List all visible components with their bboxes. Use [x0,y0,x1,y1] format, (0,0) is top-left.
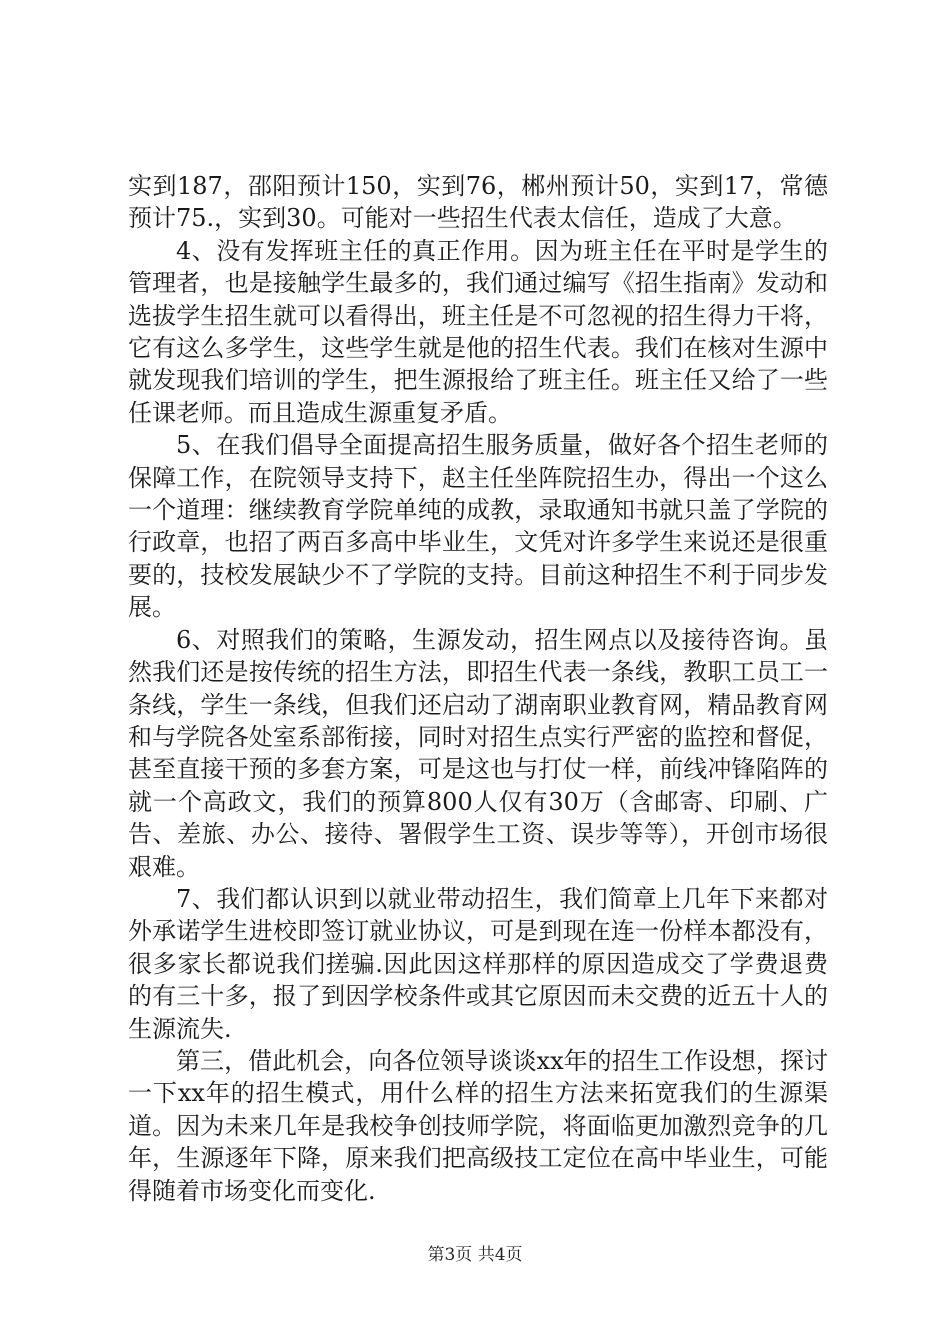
paragraph-item-7: 7、我们都认识到以就业带动招生，我们简章上几年下来都对外承诺学生进校即签订就业协议，可是到现在连一份样本都没有，很多家长都说我们搓骗.因此因这样那样的原因造成交了学费退费的有三十多，报了到因学校条件或其它原因而未交费的近五十人的生源流失. [128,884,828,1043]
document-body [128,170,828,1207]
page-footer: 第3页 共4页 [427,1245,523,1265]
paragraph-item-5: 5、在我们倡导全面提高招生服务质量，做好各个招生老师的保障工作，在院领导支持下，赵主任坐阵院招生办，得出一个这么一个道理：继续教育学院单纯的成教，录取通知书就只盖了学院的行政章，也招了两百多高中毕业生，文凭对许多学生来说还是很重要的，技校发展缺少不了学院的支持。目前这种招生不利于同步发展。 [128,431,828,622]
paragraph-item-4: 4、没有发挥班主任的真正作用。因为班主任在平时是学生的管理者，也是接触学生最多的，我们通过编写《招生指南》发动和选拔学生招生就可以看得出，班主任是不可忽视的招生得力干将，它有这么多学生，这些学生就是他的招生代表。我们在核对生源中就发现我们培训的学生，把生源报给了班主任。班主任又给了一些任课老师。而且造成生源重复矛盾。 [128,236,828,427]
paragraph-item-6: 6、对照我们的策略，生源发动，招生网点以及接待咨询。虽然我们还是按传统的招生方法，即招生代表一条线，教职工员工一条线，学生一条线，但我们还启动了湖南职业教育网，精品教育网和与学院各处室系部衔接，同时对招生点实行严密的监控和督促，甚至直接干预的多套方案，可是这也与打仗一样，前线冲锋陷阵的就一个高政文，我们的预算800人仅有30万（含邮寄、印刷、广告、差旅、办公、接待、署假学生工资、误步等等），开创市场很艰难。 [128,625,828,881]
paragraph-continuation: 实到187，邵阳预计150，实到76，郴州预计50，实到17，常德预计75.，实到30。可能对一些招生代表太信任，造成了大意。 [128,172,828,233]
paragraph-section-three: 第三，借此机会，向各位领导谈谈xx年的招生工作设想，探讨一下xx年的招生模式，用什么样的招生方法来拓宽我们的生源渠道。因为未来几年是我校争创技师学院，将面临更加激烈竞争的几年，生源逐年下降，原来我们把高级技工定位在高中毕业生，可能得随着市场变化而变化. [128,1046,828,1205]
